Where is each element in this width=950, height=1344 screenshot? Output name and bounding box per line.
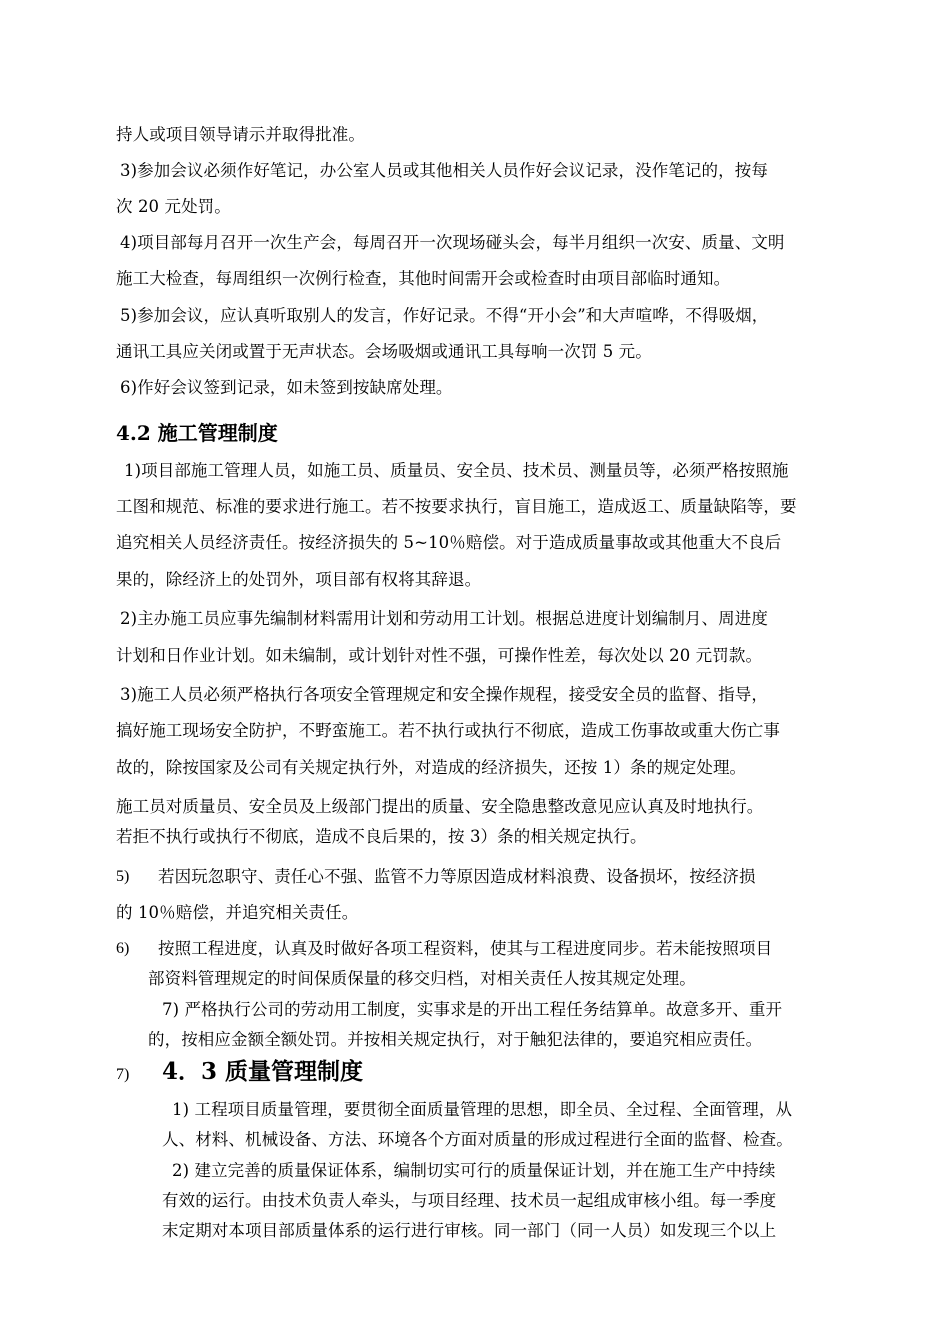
paragraph-line: 3)施工人员必须严格执行各项安全管理规定和安全操作规程，接受安全员的监督、指导， bbox=[120, 685, 768, 704]
section-heading-4-2: 4.2 施工管理制度 bbox=[116, 421, 278, 445]
list-number-6: 6) bbox=[116, 940, 130, 957]
paragraph-line: 的 10％赔偿，并追究相关责任。 bbox=[116, 903, 359, 922]
paragraph-line: 搞好施工现场安全防护，不野蛮施工。若不执行或执行不彻底，造成工伤事故或重大伤亡事 bbox=[116, 721, 780, 740]
paragraph-line: 施工大检查，每周组织一次例行检查，其他时间需开会或检查时由项目部临时通知。 bbox=[116, 269, 731, 288]
paragraph-line: 2) 建立完善的质量保证体系，编制切实可行的质量保证计划，并在施工生产中持续 bbox=[172, 1161, 776, 1180]
paragraph-line: 3)参加会议必须作好笔记，办公室人员或其他相关人员作好会议记录，没作笔记的，按每 bbox=[120, 161, 768, 180]
paragraph-line: 1)项目部施工管理人员，如施工员、质量员、安全员、技术员、测量员等，必须严格按照施 bbox=[124, 461, 789, 480]
paragraph-line: 5)参加会议，应认真听取别人的发言，作好记录。不得“开小会”和大声喧哗，不得吸烟， bbox=[120, 306, 769, 325]
paragraph-line: 持人或项目领导请示并取得批准。 bbox=[116, 125, 365, 144]
paragraph-line: 6)作好会议签到记录，如未签到按缺席处理。 bbox=[120, 378, 453, 397]
paragraph-line: 通讯工具应关闭或置于无声状态。会场吸烟或通讯工具每响一次罚 5 元。 bbox=[116, 342, 652, 361]
section-heading-4-3: 4．3 质量管理制度 bbox=[162, 1058, 364, 1085]
paragraph-line: 若因玩忽职守、责任心不强、监管不力等原因造成材料浪费、设备损坏，按经济损 bbox=[158, 867, 756, 886]
paragraph-line: 的，按相应金额全额处罚。并按相关规定执行，对于触犯法律的，要追究相应责任。 bbox=[148, 1030, 763, 1049]
paragraph-line: 4)项目部每月召开一次生产会，每周召开一次现场碰头会，每半月组织一次安、质量、文明 bbox=[120, 233, 785, 252]
paragraph-line: 追究相关人员经济责任。按经济损失的 5~10％赔偿。对于造成质量事故或其他重大不良后 bbox=[116, 533, 782, 552]
paragraph-line: 故的，除按国家及公司有关规定执行外，对造成的经济损失，还按 1）条的规定处理。 bbox=[116, 758, 747, 777]
paragraph-line: 施工员对质量员、安全员及上级部门提出的质量、安全隐患整改意见应认真及时地执行。 bbox=[116, 797, 764, 816]
paragraph-line: 果的，除经济上的处罚外，项目部有权将其辞退。 bbox=[116, 570, 482, 589]
paragraph-line: 部资料管理规定的时间保质保量的移交归档，对相关责任人按其规定处理。 bbox=[148, 969, 696, 988]
list-number-7: 7) bbox=[116, 1066, 130, 1083]
paragraph-line: 7) 严格执行公司的劳动用工制度，实事求是的开出工程任务结算单。故意多开、重开 bbox=[162, 1000, 783, 1019]
paragraph-line: 2)主办施工员应事先编制材料需用计划和劳动用工计划。根据总进度计划编制月、周进度 bbox=[120, 609, 768, 628]
paragraph-line: 计划和日作业计划。如未编制，或计划针对性不强，可操作性差，每次处以 20 元罚款。 bbox=[116, 646, 763, 665]
paragraph-line: 工图和规范、标准的要求进行施工。若不按要求执行，盲目施工，造成返工、质量缺陷等，要 bbox=[116, 497, 797, 516]
list-number-5: 5) bbox=[116, 868, 130, 885]
paragraph-line: 次 20 元处罚。 bbox=[116, 197, 231, 216]
paragraph-line: 按照工程进度，认真及时做好各项工程资料，使其与工程进度同步。若未能按照项目 bbox=[158, 939, 773, 958]
paragraph-line: 若拒不执行或执行不彻底，造成不良后果的，按 3）条的相关规定执行。 bbox=[116, 827, 647, 846]
paragraph-line: 末定期对本项目部质量体系的运行进行审核。同一部门（同一人员）如发现三个以上 bbox=[162, 1221, 777, 1240]
paragraph-line: 有效的运行。由技术负责人牵头，与项目经理、技术员一起组成审核小组。每一季度 bbox=[162, 1191, 777, 1210]
paragraph-line: 1) 工程项目质量管理，要贯彻全面质量管理的思想，即全员、全过程、全面管理，从 bbox=[172, 1100, 793, 1119]
paragraph-line: 人、材料、机械设备、方法、环境各个方面对质量的形成过程进行全面的监督、检查。 bbox=[162, 1130, 793, 1149]
